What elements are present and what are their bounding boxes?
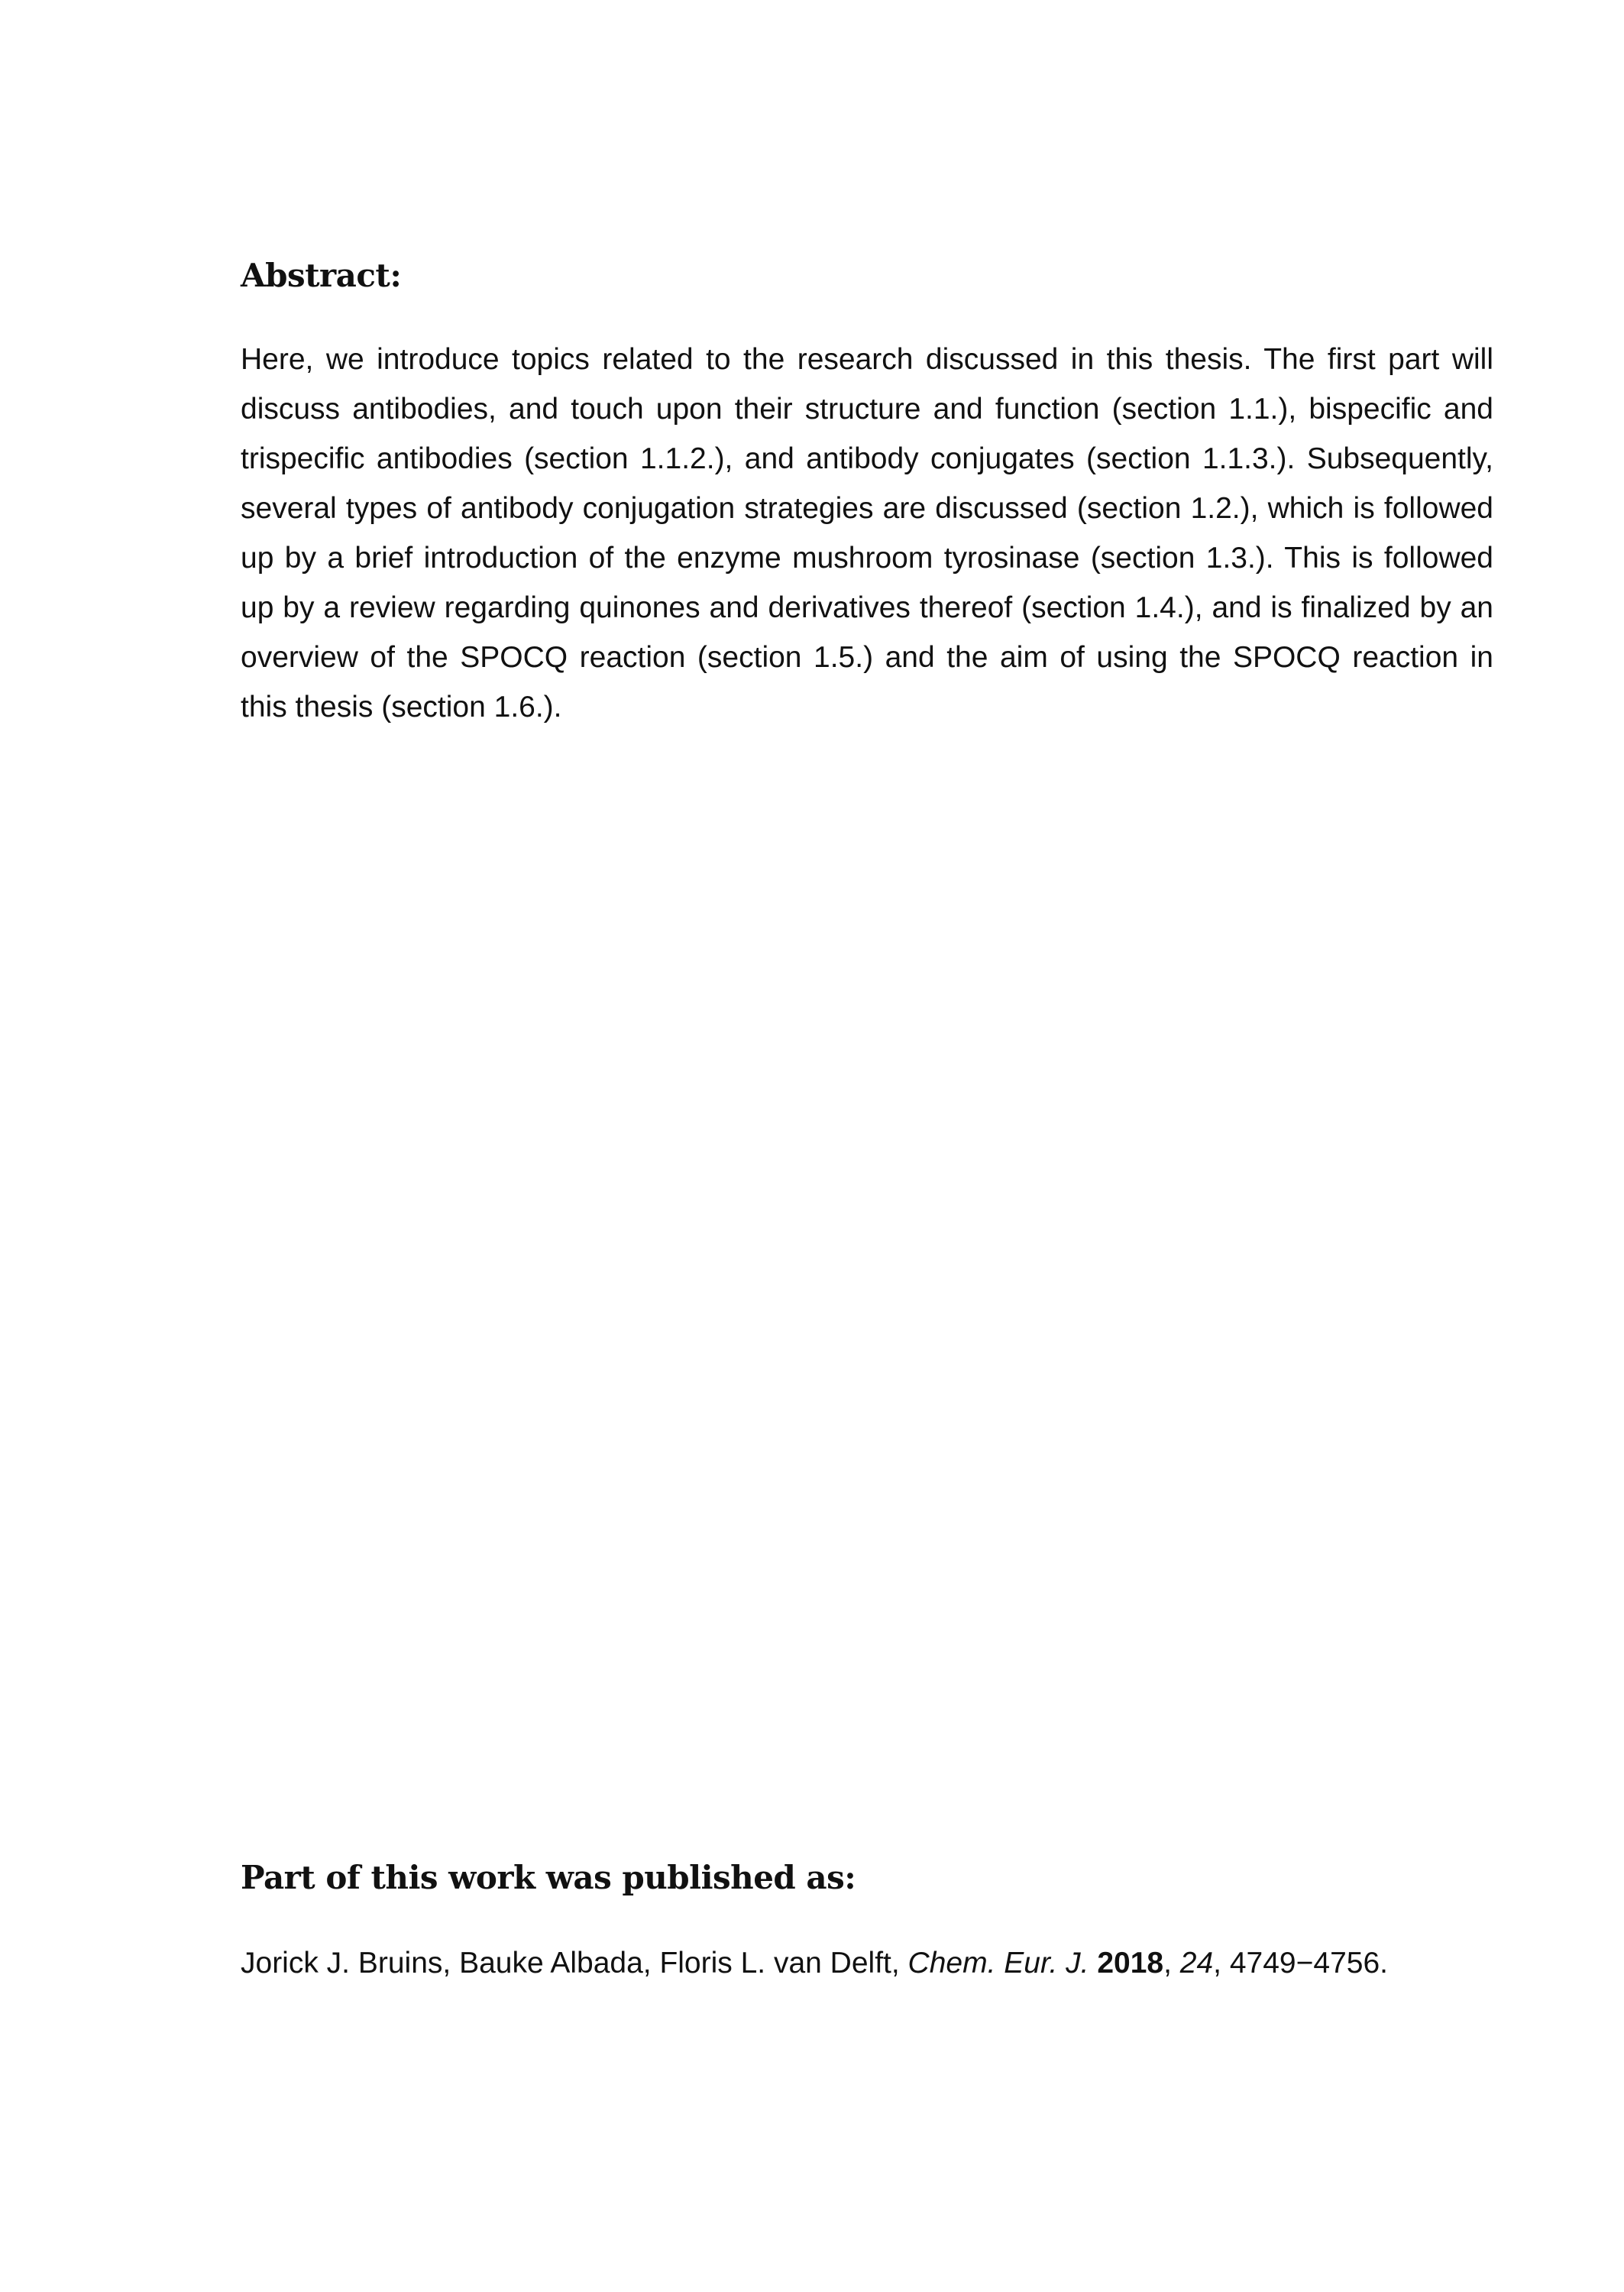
citation-journal: Chem. Eur. J. bbox=[907, 1947, 1089, 1980]
abstract-heading: Abstract: bbox=[241, 257, 402, 294]
publication-heading: Part of this work was published as: bbox=[241, 1859, 856, 1896]
citation-authors: Jorick J. Bruins, Bauke Albada, Floris L. van Delft, bbox=[241, 1947, 908, 1980]
citation-volume: 24 bbox=[1179, 1947, 1214, 1980]
citation-pages: , 4749−4756. bbox=[1213, 1947, 1388, 1980]
abstract-paragraph: Here, we introduce topics related to the research discussed in this thesis. The first part will discuss antibodies, and touch upon their structure and function (section 1.1.), bispecific and trispecific antibodies (section 1.1.2.), and antibody conjugates (section 1.1.3.). Subsequently, several types of antibody conjugation strategies are discussed (section 1.2.), which is followed up by a brief introduction of the enzyme mushroom tyrosinase (section 1.3.). This is followed up by a review regarding quinones and derivatives thereof (section 1.4.), and is finalized by an overview of the SPOCQ reaction (section 1.5.) and the aim of using the SPOCQ reaction in this thesis (section 1.6.). bbox=[241, 343, 1493, 724]
publication-citation bbox=[241, 1941, 1539, 1986]
citation-year: 2018 bbox=[1097, 1947, 1164, 1980]
citation-separator: , bbox=[1163, 1947, 1180, 1980]
